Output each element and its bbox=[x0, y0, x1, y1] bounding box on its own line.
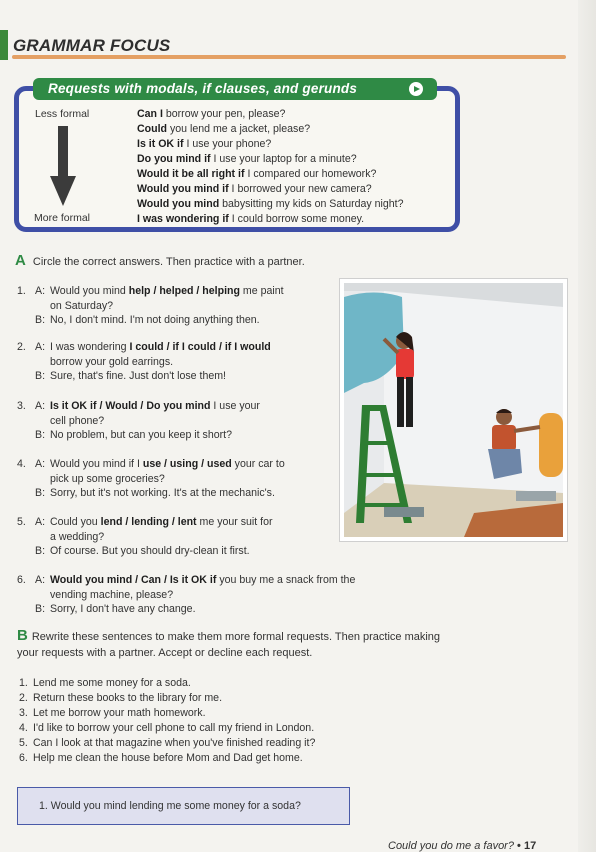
section-title: GRAMMAR FOCUS bbox=[13, 36, 171, 55]
exercise-a-item-5: 5. A: Could you lend / lending / lent me your suit for a wedding? B: Of course. But you should dry-clean it first. bbox=[17, 516, 273, 557]
answer-choices[interactable]: I could / if I could / if I would bbox=[129, 341, 271, 353]
formality-arrowhead-icon bbox=[50, 176, 76, 206]
answer-choices[interactable]: use / using / used bbox=[142, 458, 232, 470]
scale-label-more-formal: More formal bbox=[34, 212, 91, 224]
answer-choices[interactable]: lend / lending / lent bbox=[100, 516, 197, 528]
adjacent-page-edge bbox=[578, 0, 596, 852]
grammar-example: Do you mind if I use your laptop for a minute? bbox=[137, 153, 357, 165]
section-tab bbox=[0, 30, 8, 60]
list-item: 4. I'd like to borrow your cell phone to call my friend in London. bbox=[19, 722, 315, 734]
exercise-b-letter: B bbox=[17, 627, 28, 644]
unit-title: Could you do me a favor? bbox=[388, 840, 514, 852]
page-footer bbox=[388, 840, 536, 852]
exercise-a-item-2: 2. A: I was wondering I could / if I could / if I would borrow your gold earrings. B: Sure, that's fine. Just don't lose them! bbox=[17, 341, 271, 382]
answer-example-text: 1. Would you mind lending me some money for a soda? bbox=[39, 800, 301, 812]
answer-choices[interactable]: Would you mind / Can / Is it OK if bbox=[50, 574, 217, 586]
exercise-a-item-1: 1. A: Would you mind help / helped / helping me paint on Saturday? B: No, I don't mind. I'm not doing anything then. bbox=[17, 285, 284, 326]
grammar-example: Is it OK if I use your phone? bbox=[137, 138, 272, 150]
answer-choices[interactable]: Is it OK if / Would / Do you mind bbox=[50, 400, 211, 412]
grammar-example: Would you mind if I borrowed your new camera? bbox=[137, 183, 372, 195]
exercise-b-instruction: B Rewrite these sentences to make them more formal requests. Then practice making your requests with a partner. Accept or decline each request. bbox=[17, 627, 441, 659]
play-audio-icon[interactable] bbox=[409, 82, 423, 96]
list-item: 5. Can I look at that magazine when you've finished reading it? bbox=[19, 737, 316, 749]
grammar-example: Can I borrow your pen, please? bbox=[137, 108, 286, 120]
painting-room-photo bbox=[340, 279, 567, 541]
grammar-example: I was wondering if I could borrow some money. bbox=[137, 213, 365, 225]
grammar-banner-text: Requests with modals, if clauses, and gerunds bbox=[48, 81, 358, 96]
list-item: 6. Help me clean the house before Mom and Dad get home. bbox=[19, 752, 303, 764]
list-item: 1. Lend me some money for a soda. bbox=[19, 677, 191, 689]
photo-illustration bbox=[344, 283, 563, 537]
exercise-a-letter: A bbox=[15, 252, 26, 269]
answer-example-box bbox=[17, 787, 350, 825]
exercise-a-item-4: 4. A: Would you mind if I use / using / used your car to pick up some groceries? B: Sorry, but it's not working. It's at the mechanic's. bbox=[17, 458, 285, 499]
exercise-a-item-3: 3. A: Is it OK if / Would / Do you mind I use your cell phone? B: No problem, but can you keep it short? bbox=[17, 400, 260, 441]
grammar-banner bbox=[33, 78, 437, 100]
list-item: 2. Return these books to the library for me. bbox=[19, 692, 223, 704]
formality-arrow-icon bbox=[58, 126, 68, 176]
grammar-example: Would it be all right if I compared our homework? bbox=[137, 168, 377, 180]
scale-label-less-formal: Less formal bbox=[35, 108, 90, 120]
exercise-a-instruction: A Circle the correct answers. Then practice with a partner. bbox=[15, 252, 305, 269]
grammar-example: Would you mind babysitting my kids on Saturday night? bbox=[137, 198, 404, 210]
footer-separator: • bbox=[517, 840, 521, 852]
grammar-example: Could you lend me a jacket, please? bbox=[137, 123, 311, 135]
grammar-examples bbox=[137, 107, 404, 227]
list-item: 3. Let me borrow your math homework. bbox=[19, 707, 206, 719]
exercise-a-item-6: 6. A: Would you mind / Can / Is it OK if you buy me a snack from the vending machine, please? B: Sorry, I don't have any change. bbox=[17, 574, 356, 615]
answer-choices[interactable]: help / helped / helping bbox=[128, 285, 240, 297]
title-rule bbox=[12, 55, 566, 59]
page-number: 17 bbox=[523, 840, 537, 852]
exercise-b-list bbox=[19, 676, 315, 766]
